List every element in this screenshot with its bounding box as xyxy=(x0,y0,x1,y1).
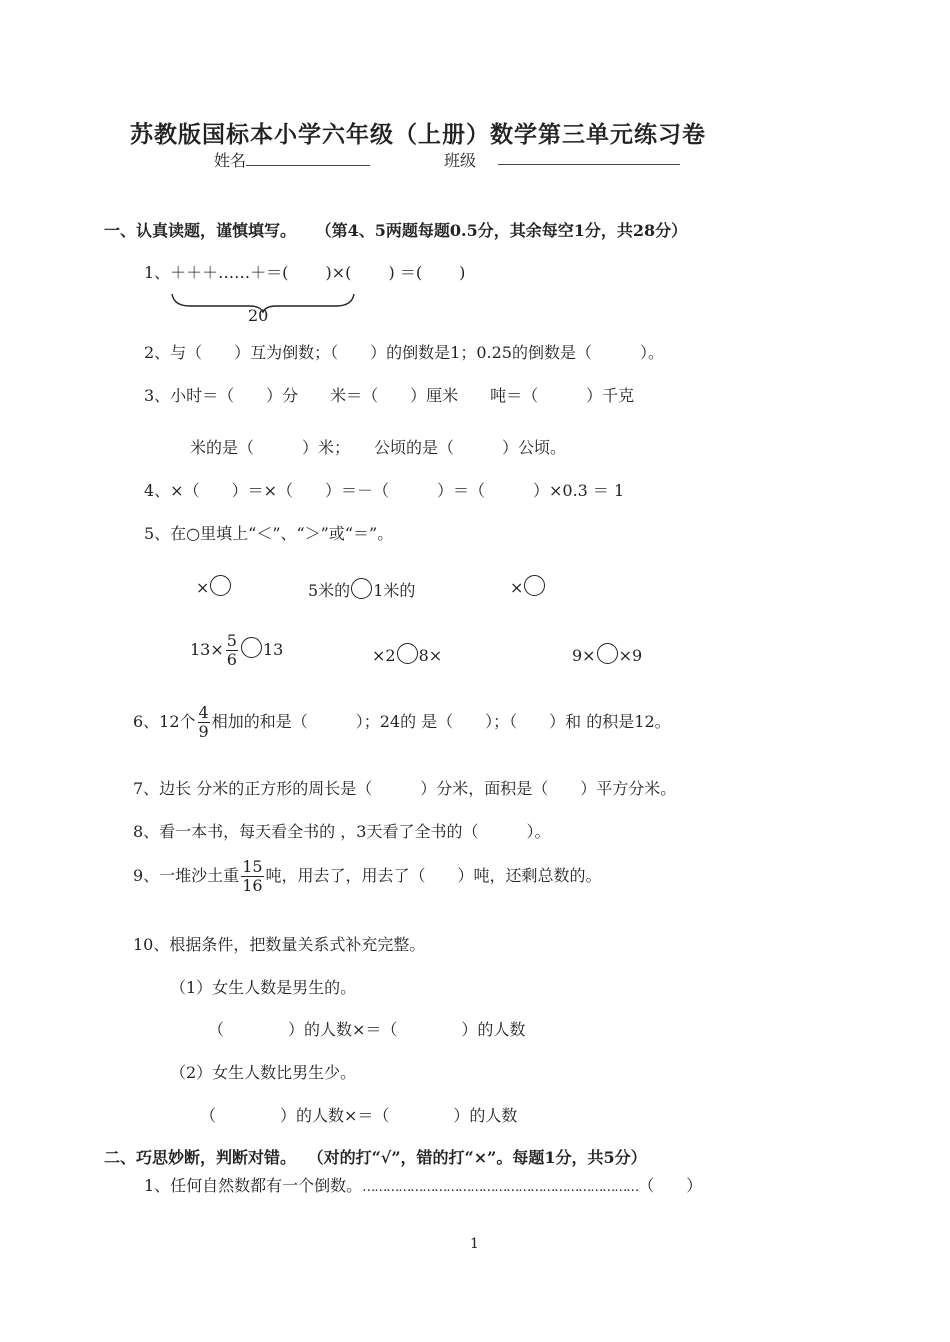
q1-10: 10、根据条件，把数量关系式补充完整。 xyxy=(133,935,426,954)
q1-10-2-eq: （ ）的人数×＝（ ）的人数 xyxy=(200,1106,518,1125)
q5-fraction-den: 6 xyxy=(226,650,237,669)
page-title: 苏教版国标本小学六年级（上册）数学第三单元练习卷 xyxy=(130,121,706,148)
q5-item-4-post: 13 xyxy=(262,640,284,659)
section2-note: （对的打“√”，错的打“×”。每题1分，共5分） xyxy=(307,1148,647,1167)
q5-item-2 xyxy=(308,578,415,602)
q2-1-answer[interactable]: （ ） xyxy=(638,1176,703,1195)
q1-10-1-eq: （ ）的人数×＝（ ）的人数 xyxy=(208,1020,526,1039)
section2-heading: 二、巧思妙断，判断对错。 xyxy=(104,1148,297,1167)
q1-1: 1、＋＋＋……＋＝( )×( ) ＝( ) xyxy=(144,263,466,282)
section1-heading: 一、认真读题，谨慎填写。 xyxy=(104,221,297,240)
q5-circle-4[interactable] xyxy=(241,637,262,658)
q1-3a: 3、小时＝（ ）分 米＝（ ）厘米 吨＝（ ）千克 xyxy=(144,386,635,405)
q1-6 xyxy=(133,704,671,741)
q5-item-5-pre: ×2 xyxy=(372,646,396,665)
q1-3b: 米的是（ ）米； 公顷的是（ ）公顷。 xyxy=(190,438,567,457)
q5-circle-6[interactable] xyxy=(597,643,618,664)
class-field[interactable] xyxy=(444,148,476,171)
q2-1-dots: …………………………………………………………… xyxy=(362,1180,639,1195)
q1-10-2: （2）女生人数比男生少。 xyxy=(170,1063,357,1082)
q5-item-4 xyxy=(190,632,283,669)
q2-1-text: 1、任何自然数都有一个倒数。 xyxy=(144,1176,363,1195)
section2-heading-row xyxy=(104,1145,647,1168)
q1-8: 8、看一本书，每天看全书的 ，3天看了全书的（ ）。 xyxy=(133,822,551,841)
q5-item-6-pre: 9× xyxy=(572,646,596,665)
q5-circle-2[interactable] xyxy=(351,578,372,599)
q5-circle-1[interactable] xyxy=(210,575,231,596)
q5-item-1-text: × xyxy=(196,578,210,597)
q2-1 xyxy=(144,1173,702,1196)
q1-2: 2、与（ ）互为倒数；（ ）的倒数是1；0.25的倒数是（ ）。 xyxy=(144,343,664,362)
q5-item-2-post: 1米的 xyxy=(373,581,416,600)
q6-pre: 6、12个 xyxy=(133,712,196,731)
q5-item-6 xyxy=(572,646,642,667)
name-field[interactable] xyxy=(214,148,370,171)
section1-note: （第4、5两题每题0.5分，其余每空1分，共28分） xyxy=(315,221,688,240)
q9-post: 吨，用去了，用去了（ ）吨，还剩总数的。 xyxy=(265,866,602,885)
q9-fraction-num: 15 xyxy=(242,857,263,876)
q5-item-6-post: ×9 xyxy=(618,646,643,665)
q5-item-5 xyxy=(372,646,442,667)
q5-item-4-pre: 13× xyxy=(190,640,224,659)
q5-item-1 xyxy=(196,578,232,599)
q5-fraction-num: 5 xyxy=(226,631,237,650)
page-number: 1 xyxy=(470,1236,479,1252)
q6-fraction-den: 9 xyxy=(198,722,209,741)
q9-fraction xyxy=(241,858,263,895)
q1-brace-label: 20 xyxy=(248,306,269,325)
q5-item-5-post: 8× xyxy=(418,646,443,665)
q5-circle-5[interactable] xyxy=(397,643,418,664)
q6-fraction xyxy=(198,704,210,741)
q6-post: 相加的和是（ ）；24的 是（ ）；（ ）和 的积是12。 xyxy=(211,712,671,731)
section1-heading-row xyxy=(104,218,687,241)
q9-pre: 9、一堆沙土重 xyxy=(133,866,240,885)
name-label: 姓名 xyxy=(214,151,247,170)
class-label: 班级 xyxy=(444,151,477,170)
q6-fraction-num: 4 xyxy=(198,703,209,722)
q5-fraction xyxy=(226,632,238,669)
q5-item-3 xyxy=(510,578,546,599)
q1-10-1: （1）女生人数是男生的。 xyxy=(170,978,357,997)
class-line xyxy=(498,164,680,165)
q5-item-3-text: × xyxy=(510,578,524,597)
q1-7: 7、边长 分米的正方形的周长是（ ）分米，面积是（ ）平方分米。 xyxy=(133,779,677,798)
q1-9 xyxy=(133,858,602,895)
q5-item-2-pre: 5米的 xyxy=(308,581,351,600)
name-line xyxy=(246,149,370,166)
q1-4: 4、×（ ）＝×（ ）＝－（ ）＝（ ）×0.3 ＝ 1 xyxy=(144,481,625,500)
q5-circle-3[interactable] xyxy=(524,575,545,596)
q9-fraction-den: 16 xyxy=(242,876,263,895)
q1-5: 5、在○里填上“＜”、“＞”或“＝”。 xyxy=(144,524,394,543)
